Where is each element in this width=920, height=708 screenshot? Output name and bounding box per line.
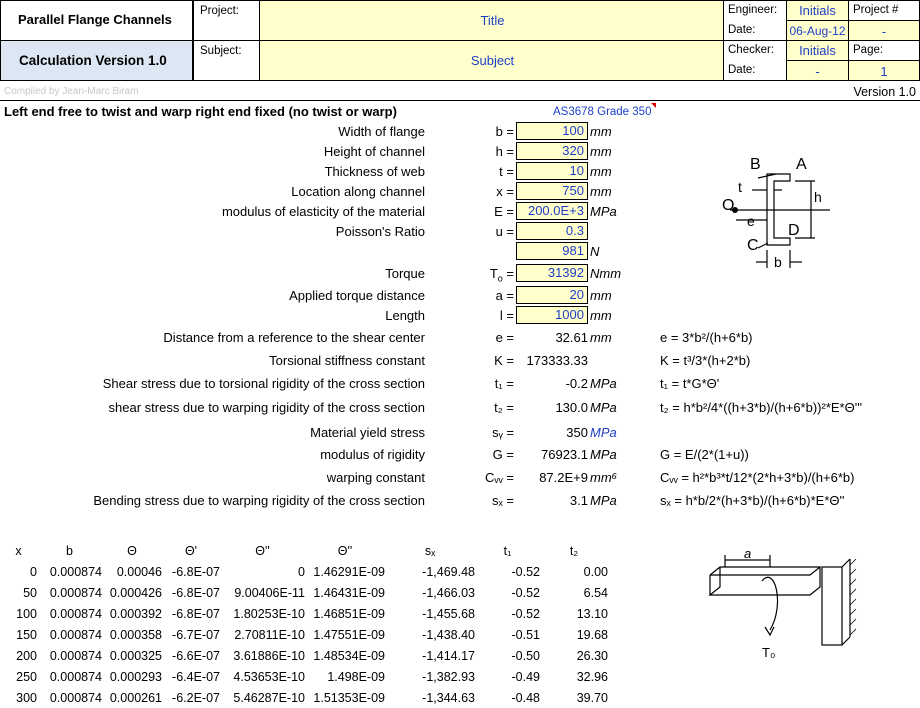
table-header-row [0, 540, 608, 561]
table-cell: 9.00406E-11 [234, 585, 305, 600]
table-header-cell: Θ'' [337, 543, 353, 558]
result-label: Bending stress due to warping rigidity of the cross section [93, 493, 425, 508]
table-cell: -6.8E-07 [172, 585, 220, 600]
result-label: Shear stress due to torsional rigidity of the cross section [102, 376, 425, 391]
input-value-field[interactable]: 1000 [516, 306, 588, 324]
table-cell: -0.52 [511, 564, 540, 579]
engineer-value: Initials [799, 3, 836, 18]
diagram2-label-to: T₀ [762, 645, 776, 660]
input-label: Height of channel [323, 144, 425, 159]
result-value: 3.1 [569, 493, 588, 508]
table-cell: 100 [16, 606, 37, 621]
table-cell: 1.51353E-09 [313, 690, 385, 705]
input-value-field[interactable]: 31392 [516, 264, 588, 282]
table-cell: 0.000325 [109, 648, 162, 663]
header-title-cell [0, 0, 193, 41]
grade-label: AS3678 Grade 350 [553, 106, 652, 118]
diagram-label-b-bottom: b [774, 254, 782, 270]
table-cell: -6.8E-07 [172, 564, 220, 579]
result-symbol: sᵧ = [492, 425, 514, 440]
table-cell: 0.000874 [49, 627, 102, 642]
input-row [0, 286, 920, 306]
table-cell: 0.000293 [109, 669, 162, 684]
table-cell: -1,438.40 [422, 627, 475, 642]
page-field[interactable] [848, 60, 920, 81]
input-symbol: x = [496, 184, 514, 199]
table-cell: -1,455.68 [422, 606, 475, 621]
result-value: 76923.1 [541, 447, 588, 462]
result-symbol: Cᵥᵥ = [485, 470, 514, 485]
results-table [0, 540, 608, 708]
project-label: Project: [200, 5, 239, 17]
result-unit: MPa [590, 376, 617, 391]
result-unit: MPa [590, 400, 617, 415]
input-value-field[interactable]: 10 [516, 162, 588, 180]
table-cell: -0.52 [511, 585, 540, 600]
project-no-value: - [881, 24, 887, 39]
result-value: -0.2 [565, 376, 588, 391]
result-formula: G = E/(2*(1+u)) [660, 447, 749, 462]
input-value-field[interactable]: 20 [516, 286, 588, 304]
table-cell: -0.50 [511, 648, 540, 663]
result-row [0, 376, 920, 396]
version-box-label: Calculation Version 1.0 [19, 53, 167, 68]
result-label: modulus of rigidity [320, 447, 425, 462]
table-cell: 0.00 [583, 564, 608, 579]
page-label: Page: [853, 44, 884, 56]
input-unit: mm [590, 308, 612, 323]
input-label: Torque [385, 266, 425, 281]
comment-marker [651, 103, 656, 108]
table-cell: 0.000874 [49, 564, 102, 579]
result-formula: K = t³/3*(h+2*b) [660, 353, 751, 368]
result-value: 32.61 [555, 330, 588, 345]
table-cell: 5.46287E-10 [233, 690, 305, 705]
input-label: Poisson's Ratio [335, 224, 425, 239]
result-formula: t₂ = h*b²/4*((h+3*b)/(h+6*b))²*E*Θ''' [660, 400, 863, 415]
result-row [0, 353, 920, 373]
input-value-field[interactable]: 981 [516, 242, 588, 260]
table-row [0, 603, 608, 624]
compiled-by: Compiled by Jean-Marc Biram [4, 86, 139, 97]
result-unit: MPa [590, 425, 617, 440]
input-symbol: b = [495, 124, 514, 139]
result-unit: mm [590, 330, 612, 345]
table-cell: 13.10 [576, 606, 608, 621]
result-unit: MPa [590, 447, 617, 462]
table-header-cell: t₁ [503, 543, 512, 558]
date-label: Date: [728, 24, 756, 36]
result-formula: t₁ = t*G*Θ' [660, 376, 720, 391]
input-value-field[interactable]: 750 [516, 182, 588, 200]
result-formula: sₓ = h*b/2*(h+3*b)/(h+6*b)*E*Θ'' [660, 493, 845, 508]
diagram-label-e: e [747, 213, 755, 229]
result-label: shear stress due to warping rigidity of the cross section [108, 400, 425, 415]
header-bottom-rule [0, 100, 920, 101]
result-label: Distance from a reference to the shear center [163, 330, 425, 345]
diagram-label-d: D [788, 222, 800, 239]
project-no-field[interactable] [848, 20, 920, 41]
table-cell: 39.70 [576, 690, 608, 705]
result-symbol: t₂ = [494, 400, 514, 415]
table-cell: 6.54 [583, 585, 608, 600]
table-cell: 19.68 [576, 627, 608, 642]
table-cell: 0.000874 [49, 606, 102, 621]
table-header-cell: Θ'' [255, 543, 270, 558]
cantilever-torque-diagram [700, 545, 870, 675]
project-label-cell [193, 0, 260, 41]
input-symbol: E = [494, 204, 514, 219]
input-unit: mm [590, 144, 612, 159]
table-cell: 300 [16, 690, 37, 705]
table-cell: 0.000426 [109, 585, 162, 600]
version-box [0, 40, 193, 81]
input-label: Width of flange [338, 124, 425, 139]
input-label: modulus of elasticity of the material [221, 204, 425, 219]
table-cell: -0.48 [511, 690, 540, 705]
header-title: Parallel Flange Channels [18, 12, 172, 27]
result-value: 350 [566, 425, 588, 440]
table-cell: 0.000874 [49, 690, 102, 705]
input-row [0, 122, 920, 142]
subject-value: Subject [470, 53, 515, 68]
table-cell: -1,466.03 [422, 585, 475, 600]
table-cell: -6.8E-07 [172, 606, 220, 621]
table-cell: -0.51 [511, 627, 540, 642]
table-cell: -6.7E-07 [172, 627, 220, 642]
table-cell: 4.53653E-10 [233, 669, 305, 684]
result-row [0, 447, 920, 467]
table-cell: -0.49 [511, 669, 540, 684]
input-label: Location along channel [291, 184, 425, 199]
input-unit: mm [590, 184, 612, 199]
diagram-label-a: A [796, 156, 807, 173]
table-cell: 1.46851E-09 [313, 606, 385, 621]
diagram-label-c: C [747, 237, 759, 254]
table-cell: -1,344.63 [422, 690, 475, 705]
input-unit: N [590, 244, 600, 259]
table-cell: 0.000874 [49, 648, 102, 663]
result-value: 87.2E+9 [539, 470, 588, 485]
input-unit: mm [590, 164, 612, 179]
diagram-label-o: O [722, 197, 735, 214]
table-cell: -1,382.93 [422, 669, 475, 684]
input-unit: mm [590, 124, 612, 139]
project-title-value: Title [480, 13, 505, 28]
subject-label-cell [193, 40, 260, 81]
date2-value: - [815, 64, 820, 79]
table-header-cell: Θ [127, 543, 137, 558]
table-cell: 250 [16, 669, 37, 684]
input-symbol: $T_o$ = [489, 266, 514, 284]
table-cell: 0.000392 [109, 606, 162, 621]
input-symbol: a = [495, 288, 514, 303]
result-label: Torsional stiffness constant [269, 353, 425, 368]
table-header-cell: t₂ [569, 543, 579, 558]
input-symbol: l = [499, 308, 514, 323]
table-row [0, 561, 608, 582]
input-row [0, 306, 920, 326]
result-row [0, 400, 920, 420]
input-label: Length [385, 308, 425, 323]
table-row [0, 624, 608, 645]
result-symbol: e = [495, 330, 514, 345]
result-unit: MPa [590, 493, 617, 508]
channel-section-diagram [700, 150, 850, 270]
subject-label: Subject: [200, 45, 242, 57]
date-field[interactable] [786, 20, 849, 41]
result-row [0, 425, 920, 445]
result-row [0, 330, 920, 350]
diagram-label-t: t [738, 179, 742, 195]
table-cell: 1.47551E-09 [313, 627, 385, 642]
table-row [0, 645, 608, 666]
checker-value: Initials [799, 43, 836, 58]
engineer-label: Engineer: [728, 4, 778, 16]
table-row [0, 582, 608, 603]
result-value: 173333.33 [526, 353, 588, 368]
result-row [0, 493, 920, 513]
result-formula: Cᵥᵥ = h²*b³*t/12*(2*h+3*b)/(h+6*b) [660, 470, 855, 485]
version-right: Version 1.0 [853, 85, 916, 99]
date2-field[interactable] [786, 60, 849, 81]
section-title: Left end free to twist and warp right end fixed (no twist or warp) [4, 104, 397, 119]
table-header-cell: b [66, 543, 73, 558]
input-unit: Nmm [590, 266, 622, 281]
table-cell: 1.498E-09 [327, 669, 385, 684]
date-value: 06-Aug-12 [789, 24, 846, 38]
table-cell: 200 [16, 648, 37, 663]
table-cell: -6.4E-07 [172, 669, 220, 684]
input-value-field[interactable]: 320 [516, 142, 588, 160]
page-value: 1 [880, 64, 888, 79]
table-cell: 50 [23, 585, 37, 600]
table-cell: 1.48534E-09 [313, 648, 385, 663]
table-cell: 1.80253E-10 [233, 606, 305, 621]
table-cell: 26.30 [576, 648, 608, 663]
result-label: warping constant [326, 470, 425, 485]
result-symbol: G = [492, 447, 514, 462]
table-cell: -6.2E-07 [172, 690, 220, 705]
input-symbol: t = [499, 164, 514, 179]
input-symbol: u = [495, 224, 514, 239]
table-cell: 0.000874 [49, 585, 102, 600]
result-label: Material yield stress [310, 425, 425, 440]
page-label-cell [848, 40, 920, 61]
table-cell: 32.96 [576, 669, 608, 684]
input-unit: mm [590, 288, 612, 303]
table-header-cell: x [15, 543, 22, 558]
project-no-label-cell [848, 0, 920, 21]
table-cell: -6.6E-07 [172, 648, 220, 663]
result-row [0, 470, 920, 490]
result-symbol: t₁ = [494, 376, 514, 391]
checker-field[interactable] [786, 40, 849, 61]
table-cell: 0.000874 [49, 669, 102, 684]
engineer-field[interactable] [786, 0, 849, 21]
result-value: 130.0 [555, 400, 588, 415]
input-value-field[interactable]: 0.3 [516, 222, 588, 240]
table-cell: -1,469.48 [422, 564, 475, 579]
table-cell: 1.46431E-09 [313, 585, 385, 600]
diagram-label-b-top: B [750, 156, 761, 173]
result-symbol: K = [494, 353, 514, 368]
table-cell: 150 [16, 627, 37, 642]
project-no-label: Project # [853, 4, 899, 16]
table-cell: 3.61886E-10 [233, 648, 305, 663]
table-cell: 2.70811E-10 [234, 627, 305, 642]
input-label: Applied torque distance [289, 288, 425, 303]
table-cell: -1,414.17 [422, 648, 475, 663]
input-unit: MPa [590, 204, 617, 219]
diagram-label-h: h [814, 189, 822, 205]
table-cell: 0 [298, 564, 305, 579]
table-cell: 0 [30, 564, 37, 579]
input-label: Thickness of web [324, 164, 425, 179]
table-header-cell: Θ' [184, 543, 198, 558]
input-symbol: h = [495, 144, 514, 159]
result-symbol: sₓ = [492, 493, 514, 508]
checker-label: Checker: [728, 44, 775, 56]
result-unit: mm⁶ [590, 470, 618, 485]
table-row [0, 666, 608, 687]
subject-field[interactable] [259, 40, 724, 81]
table-cell: -0.52 [511, 606, 540, 621]
date2-label: Date: [728, 64, 756, 76]
table-cell: 0.000358 [109, 627, 162, 642]
input-value-field[interactable]: 100 [516, 122, 588, 140]
diagram2-label-a: a [744, 546, 752, 561]
table-cell: 0.000261 [109, 690, 162, 705]
project-title-field[interactable] [259, 0, 724, 41]
result-formula: e = 3*b²/(h+6*b) [660, 330, 753, 345]
table-header-cell: sₓ [424, 543, 436, 558]
input-value-field[interactable]: 200.0E+3 [516, 202, 588, 220]
table-cell: 1.46291E-09 [313, 564, 385, 579]
table-cell: 0.00046 [116, 564, 162, 579]
